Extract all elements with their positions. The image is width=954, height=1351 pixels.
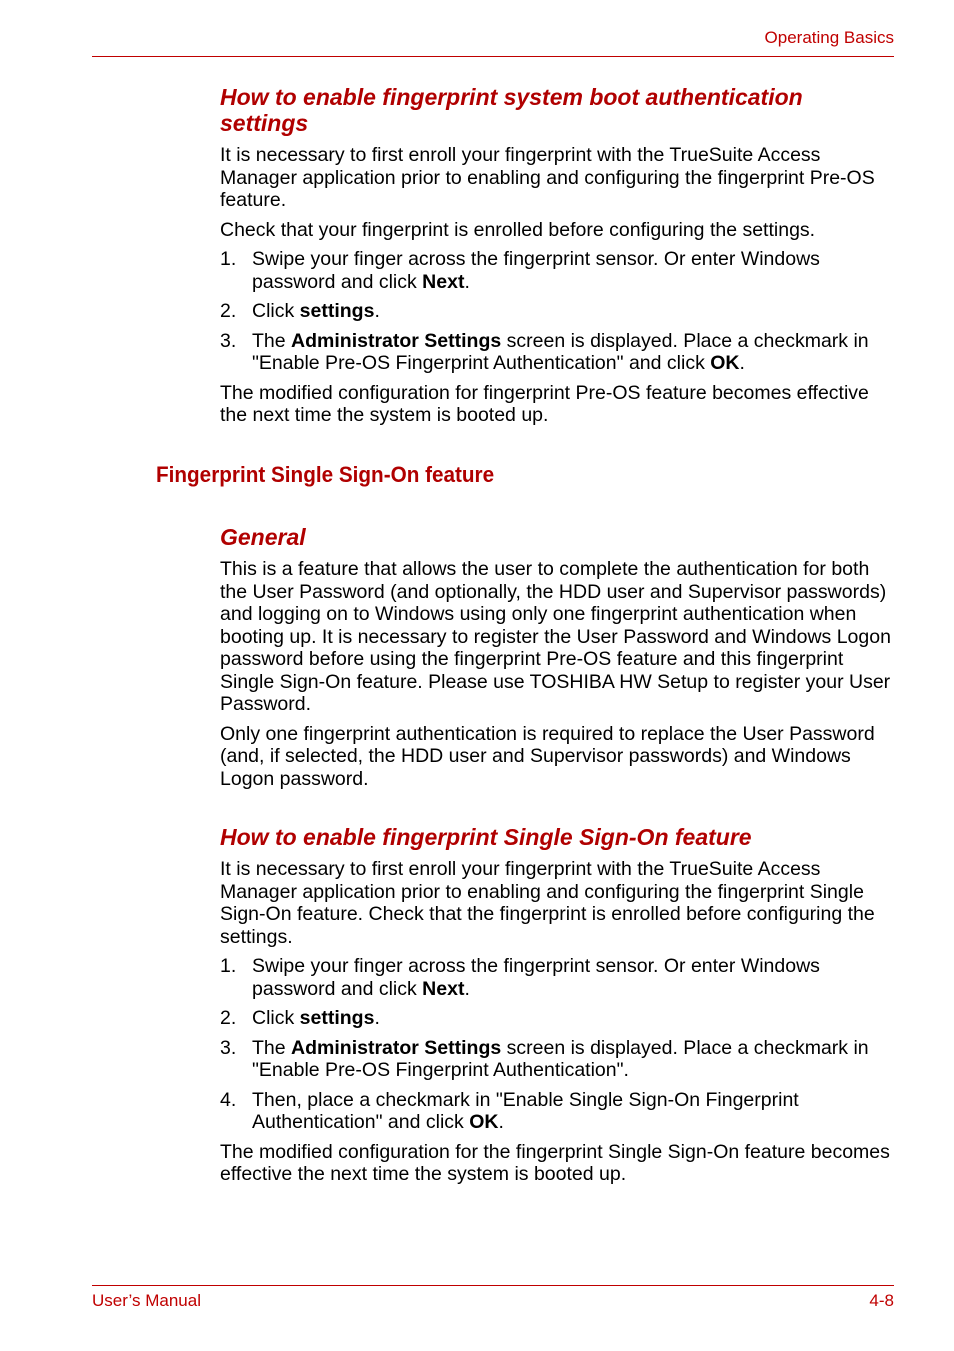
boot-auth-para3: The modified configuration for fingerprint Pre-OS feature becomes effective the next time the system is booted up.: [220, 381, 869, 426]
boot-auth-para1: It is necessary to first enroll your fingerprint with the TrueSuite Access Manager application prior to enabling and configuring the fingerprint Pre-OS feature.: [220, 144, 875, 211]
section-enable-sso: [220, 824, 896, 1193]
step-text-end: .: [374, 300, 380, 322]
sso-section-heading: Fingerprint Single Sign-On feature: [156, 462, 495, 487]
step-number: 4.: [220, 1088, 237, 1111]
list-item: [220, 1007, 896, 1030]
step-text: Click: [252, 1007, 300, 1029]
step-bold: Administrator Settings: [291, 1036, 502, 1059]
step-text: Click: [252, 300, 300, 322]
list-item: [220, 300, 896, 323]
step-text: Swipe your finger across the fingerprint sensor. Or enter Windows password and click: [252, 955, 820, 1000]
footer-rule: [92, 1285, 894, 1286]
enable-sso-para2: The modified configuration for the fingerprint Single Sign-On feature becomes effective the next time the system is booted up.: [220, 1140, 890, 1185]
boot-auth-heading-line1: How to enable fingerprint system boot authentication: [220, 84, 803, 110]
step-bold: OK: [469, 1111, 499, 1133]
step-text: The: [252, 1036, 292, 1059]
step-bold-2: OK: [710, 352, 740, 374]
general-heading: General: [220, 524, 306, 550]
step-text-end: screen is displayed. Place a checkmark in "Enable Pre-OS Fingerprint Authentication".: [252, 1036, 869, 1081]
boot-auth-heading: [220, 84, 896, 136]
enable-sso-steps: [220, 955, 896, 1134]
step-text: The: [252, 329, 292, 352]
step-text-end: .: [374, 1007, 380, 1029]
step-number: 2.: [220, 300, 237, 322]
step-text: Swipe your finger across the fingerprint sensor. Or enter Windows password and click: [252, 248, 820, 293]
step-number: 3.: [220, 1036, 237, 1059]
page-number: 4-8: [869, 1291, 894, 1310]
list-item: [220, 955, 896, 1000]
footer-manual-title: User’s Manual: [92, 1291, 201, 1310]
enable-sso-heading: How to enable fingerprint Single Sign-On feature: [220, 824, 752, 850]
step-bold: Administrator Settings: [291, 329, 502, 352]
section-general: [220, 524, 896, 797]
step-bold: settings: [299, 1007, 375, 1029]
step-text: Then, place a checkmark in "Enable Single Sign-On Fingerprint Authentication" and click: [252, 1088, 799, 1133]
list-item: [220, 1037, 896, 1082]
step-text-mid: screen is displayed. Place a checkmark in "Enable Pre-OS Fingerprint Authentication" and click: [252, 329, 869, 374]
enable-sso-para1: It is necessary to first enroll your fingerprint with the TrueSuite Access Manager application prior to enabling and configuring the fingerprint Single Sign-On feature. Check that the fingerprint is enrolled before configuring the settings.: [220, 858, 875, 948]
section-boot-auth: [220, 84, 896, 434]
step-number: 1.: [220, 955, 237, 977]
list-item: [220, 330, 896, 375]
step-bold: Next: [422, 977, 465, 1000]
boot-auth-para2: Check that your fingerprint is enrolled before configuring the settings.: [220, 218, 816, 241]
step-text-end: .: [739, 352, 745, 374]
boot-auth-heading-line2: settings: [220, 110, 309, 136]
step-text-end: .: [464, 977, 470, 1000]
step-bold: Next: [422, 270, 465, 293]
boot-auth-steps: [220, 248, 896, 375]
step-text-end: .: [498, 1111, 504, 1133]
list-item: [220, 248, 896, 293]
step-bold: settings: [299, 300, 375, 322]
step-number: 1.: [220, 248, 237, 270]
general-para2: Only one fingerprint authentication is required to replace the User Password (and, if selected, the HDD user and Supervisor passwords) and Windows Logon password.: [220, 722, 875, 790]
step-text-end: .: [464, 270, 470, 293]
step-number: 2.: [220, 1007, 237, 1029]
general-para1: This is a feature that allows the user to complete the authentication for both the User Password (and optionally, the HDD user and Supervisor passwords) and logging on to Windows using only one fingerprint authentication when booting up. It is necessary to register the User Password and Windows Logon password before using the fingerprint Pre-OS feature and this fingerprint Single Sign-On feature. Please use TOSHIBA HW Setup to register your User Password.: [220, 558, 891, 715]
running-header: Operating Basics: [764, 28, 894, 47]
step-number: 3.: [220, 329, 237, 352]
header-rule: [92, 56, 894, 57]
list-item: [220, 1089, 896, 1134]
